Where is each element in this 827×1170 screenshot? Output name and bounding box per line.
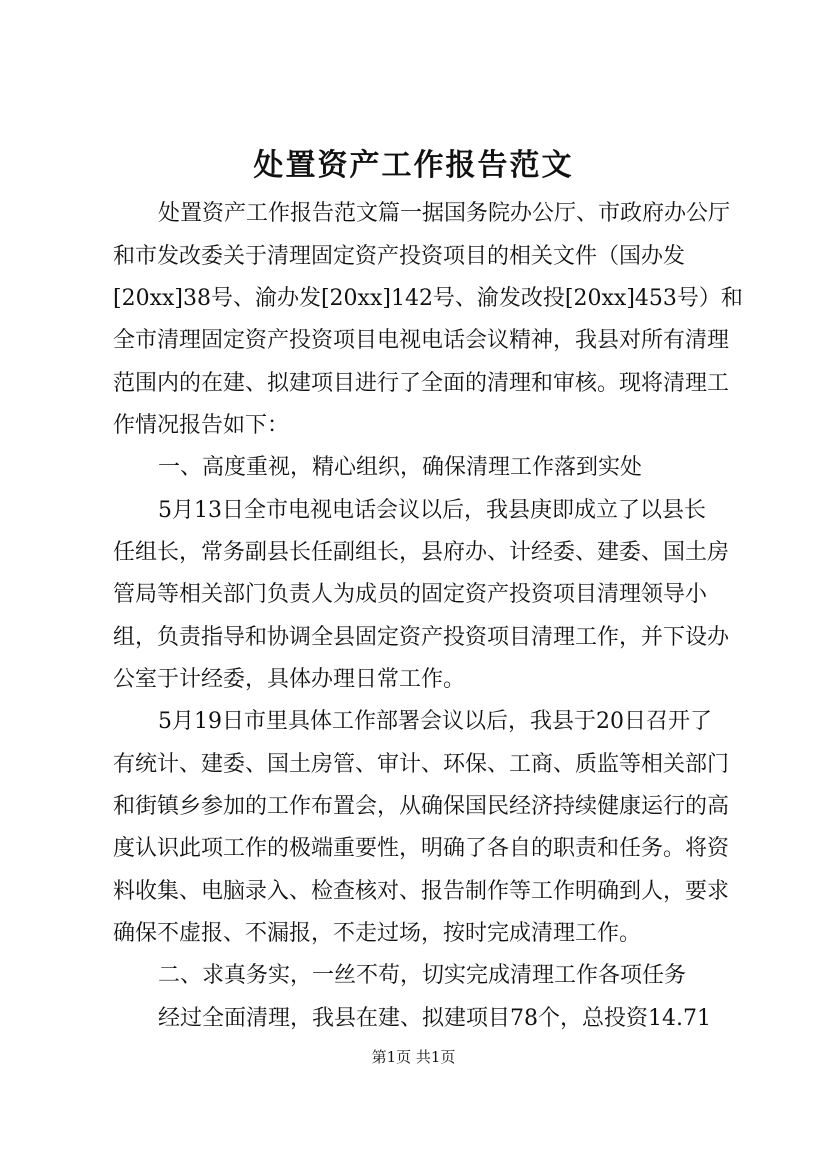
text-line: 组，负责指导和协调全县固定资产投资项目清理工作，并下设办 (113, 625, 730, 650)
text-line: 处置资产工作报告范文篇一据国务院办公厅、市政府办公厅 (158, 201, 731, 226)
text-line: 公室于计经委，具体办理日常工作。 (113, 667, 466, 692)
text-line: 和市发改委关于清理固定资产投资项目的相关文件（国办发 (113, 244, 686, 269)
text-line: 管局等相关部门负责人为成员的固定资产投资项目清理领导小 (113, 582, 708, 607)
text-line: [20xx]38号、渝办发[20xx]142号、渝发改投[20xx]453号）和 (113, 286, 743, 311)
text-line: 5月19日市里具体工作部署会议以后，我县于20日召开了 (158, 709, 712, 734)
text-line: 范围内的在建、拟建项目进行了全面的清理和审核。现将清理工 (113, 371, 730, 396)
text-line: 5月13日全市电视电话会议以后，我县庚即成立了以县长 (158, 498, 706, 523)
text-line: 任组长，常务副县长任副组长，县府办、计经委、建委、国土房 (113, 540, 730, 565)
page-number-footer: 第1页 共1页 (371, 1048, 456, 1066)
text-line: 有统计、建委、国土房管、审计、环保、工商、质监等相关部门 (113, 752, 730, 777)
document-title: 处置资产工作报告范文 (253, 148, 574, 183)
text-line: 作情况报告如下： (113, 413, 290, 438)
section-heading: 一、高度重视，精心组织，确保清理工作落到实处 (158, 455, 643, 480)
text-line: 经过全面清理，我县在建、拟建项目78个，总投资14.71 (158, 1006, 711, 1031)
text-line: 全市清理固定资产投资项目电视电话会议精神，我县对所有清理 (113, 328, 730, 353)
text-line: 确保不虚报、不漏报，不走过场，按时完成清理工作。 (113, 921, 642, 946)
text-line: 料收集、电脑录入、检查核对、报告制作等工作明确到人，要求 (113, 879, 730, 904)
section-heading: 二、求真务实，一丝不苟，切实完成清理工作各项任务 (158, 963, 687, 988)
text-line: 和街镇乡参加的工作布置会，从确保国民经济持续健康运行的高 (113, 794, 730, 819)
text-line: 度认识此项工作的极端重要性，明确了各自的职责和任务。将资 (113, 836, 730, 861)
